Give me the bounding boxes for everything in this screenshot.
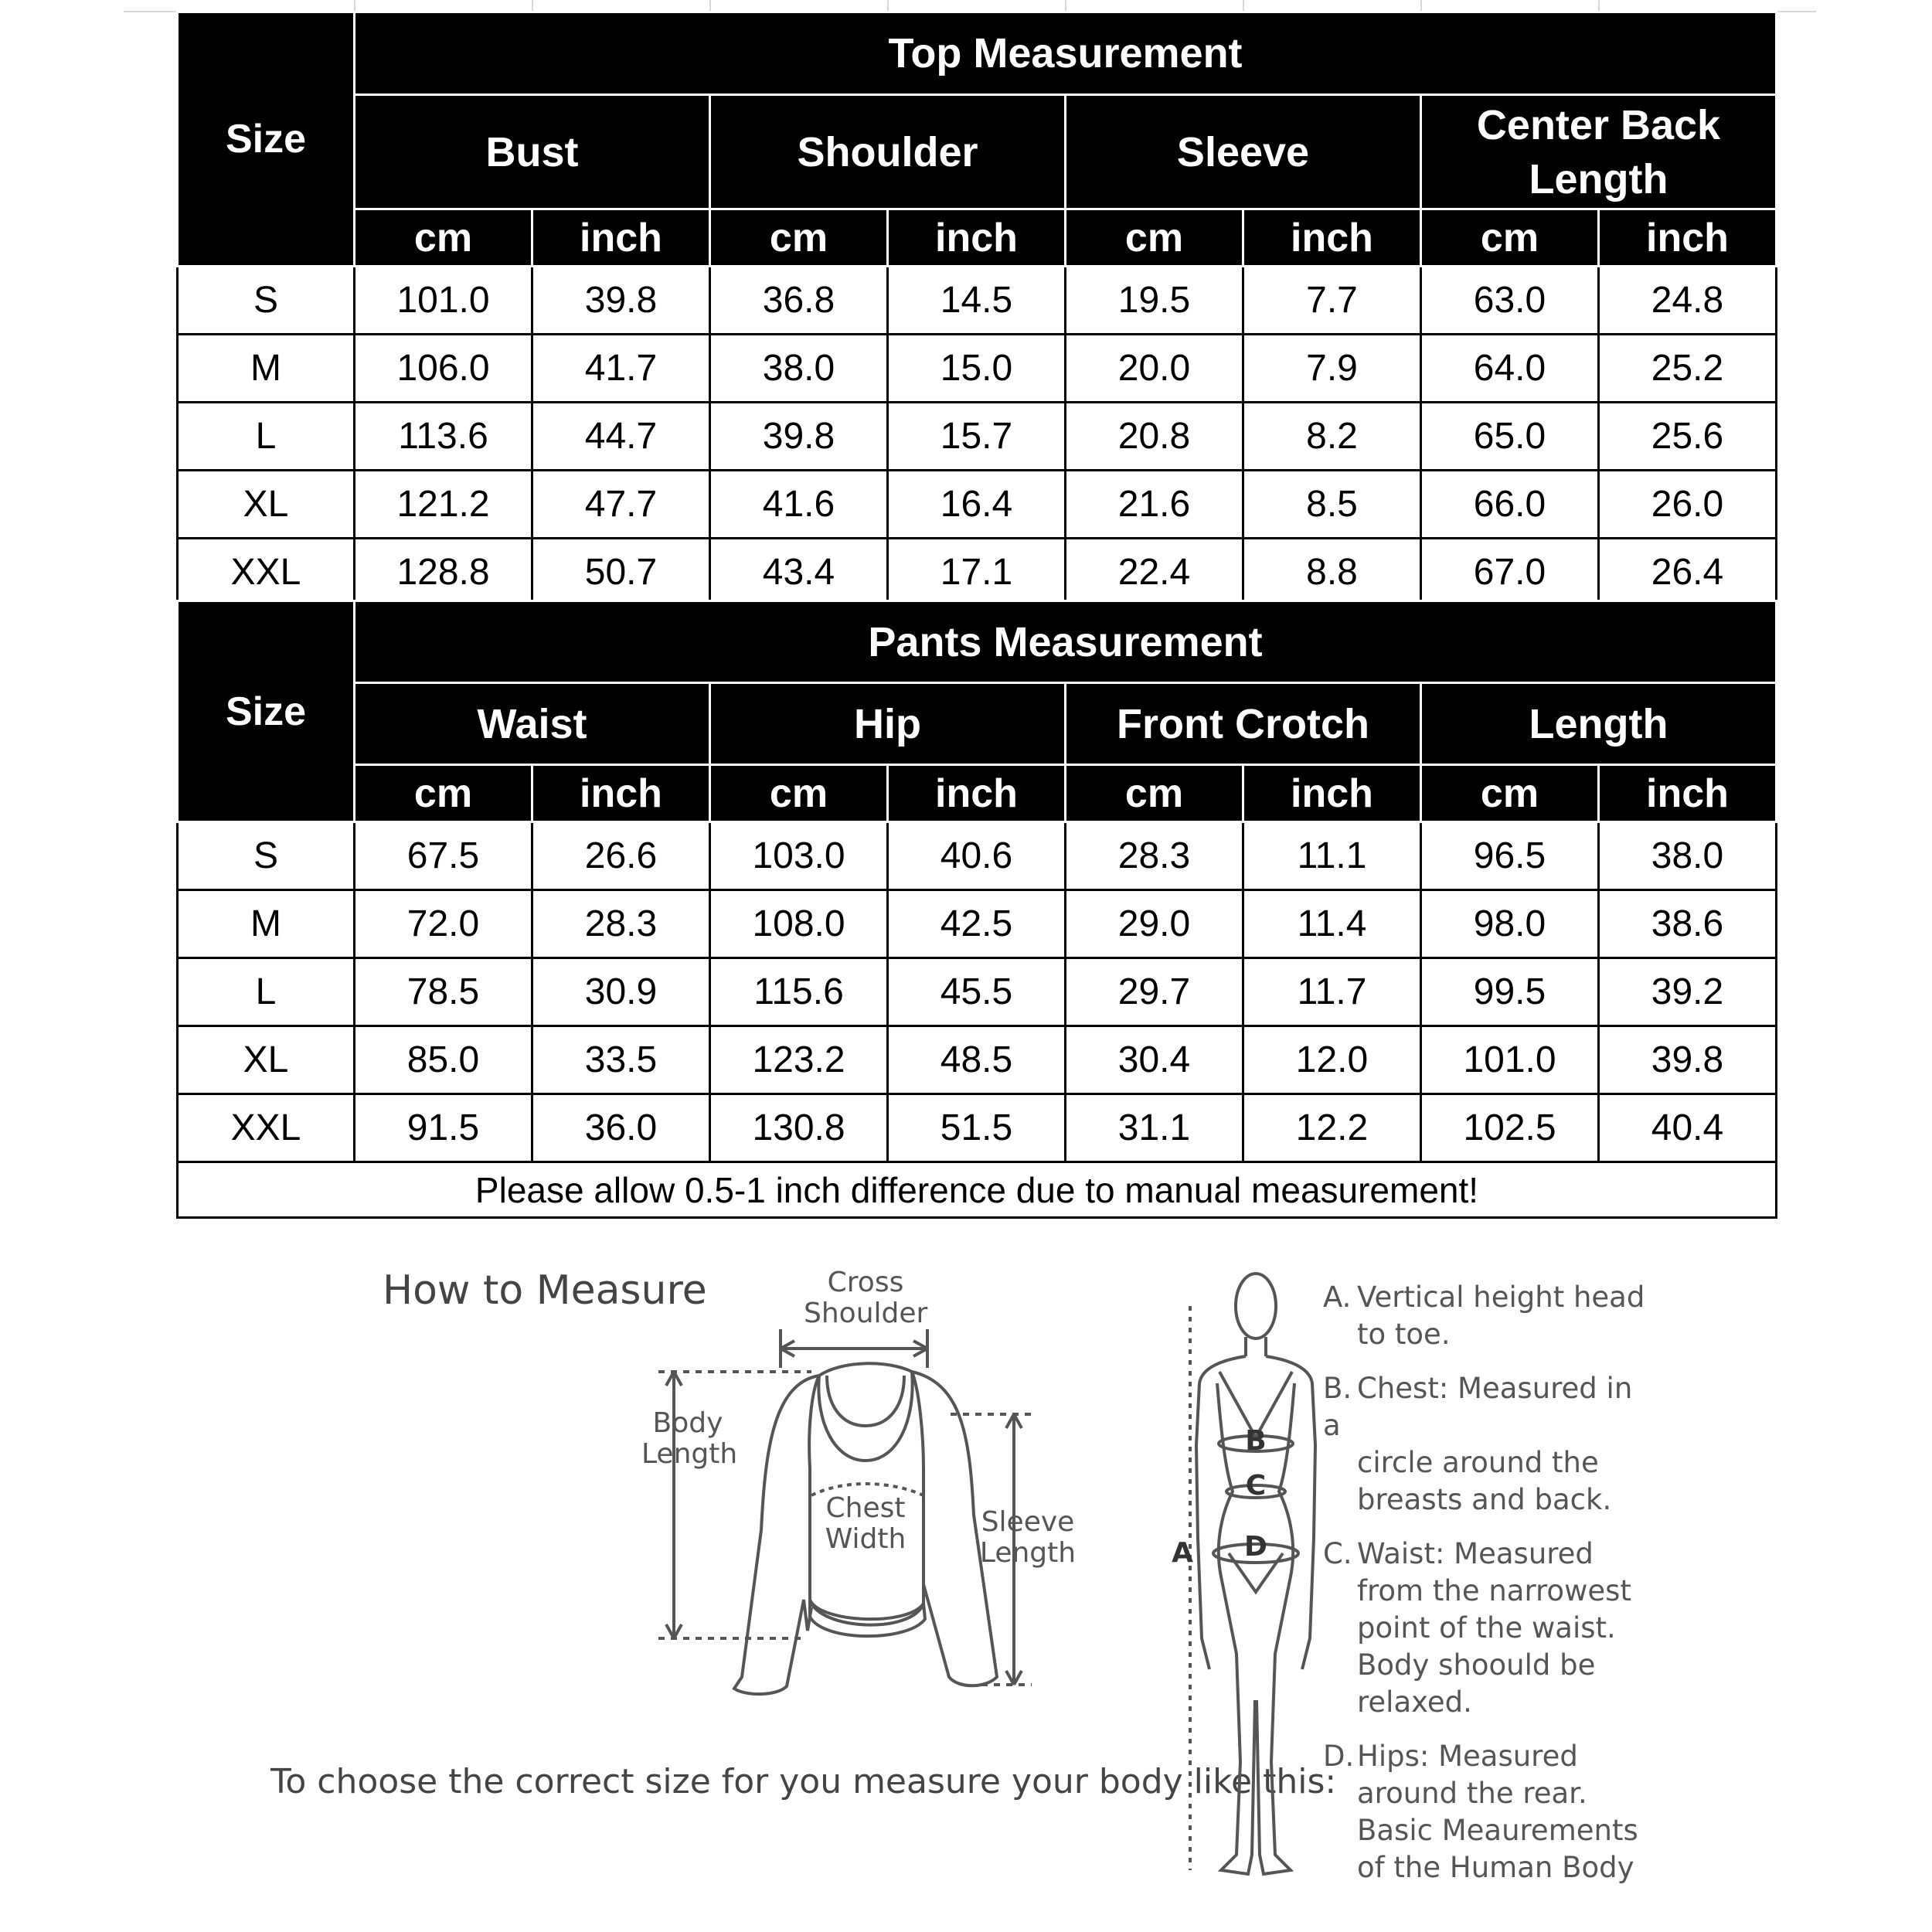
value-cell: 44.7	[532, 403, 710, 471]
size-cell: L	[178, 958, 355, 1026]
value-cell: 11.7	[1243, 958, 1421, 1026]
unit-header: cm	[1066, 765, 1243, 822]
unit-header: inch	[888, 765, 1066, 822]
value-cell: 7.7	[1243, 267, 1421, 335]
value-cell: 11.1	[1243, 822, 1421, 890]
value-cell: 25.6	[1599, 403, 1777, 471]
unit-header: cm	[1066, 209, 1243, 267]
value-cell: 123.2	[710, 1026, 888, 1094]
value-cell: 64.0	[1421, 335, 1599, 403]
value-cell: 63.0	[1421, 267, 1599, 335]
unit-header: inch	[1599, 209, 1777, 267]
unit-header: cm	[1421, 765, 1599, 822]
value-cell: 43.4	[710, 539, 888, 607]
group-header: Center Back Length	[1421, 95, 1777, 209]
value-cell: 45.5	[888, 958, 1066, 1026]
value-cell: 17.1	[888, 539, 1066, 607]
legend-item	[1323, 1370, 1648, 1519]
value-cell: 130.8	[710, 1094, 888, 1162]
value-cell: 20.8	[1066, 403, 1243, 471]
value-cell: 50.7	[532, 539, 710, 607]
group-header: Sleeve	[1066, 95, 1421, 209]
value-cell: 78.5	[355, 958, 532, 1026]
group-header: Hip	[710, 683, 1066, 765]
group-header: Length	[1421, 683, 1777, 765]
value-cell: 26.6	[532, 822, 710, 890]
legend-line: of the Human Body	[1357, 1851, 1634, 1884]
value-cell: 11.4	[1243, 890, 1421, 958]
value-cell: 15.7	[888, 403, 1066, 471]
value-cell: 21.6	[1066, 471, 1243, 539]
value-cell: 28.3	[532, 890, 710, 958]
value-cell: 20.0	[1066, 335, 1243, 403]
unit-header: cm	[710, 765, 888, 822]
size-cell: XL	[178, 471, 355, 539]
size-cell: M	[178, 890, 355, 958]
value-cell: 26.4	[1599, 539, 1777, 607]
marker-a: A	[1172, 1537, 1193, 1569]
how-to-measure-title: How to Measure	[383, 1267, 707, 1314]
measure-instruction: To choose the correct size for you measure your body like this:	[270, 1762, 1337, 1801]
human-figure	[1190, 1274, 1315, 1874]
value-cell: 29.0	[1066, 890, 1243, 958]
value-cell: 113.6	[355, 403, 532, 471]
value-cell: 39.8	[1599, 1026, 1777, 1094]
value-cell: 101.0	[1421, 1026, 1599, 1094]
value-cell: 66.0	[1421, 471, 1599, 539]
unit-header: inch	[888, 209, 1066, 267]
legend-line: point of the waist.	[1357, 1611, 1616, 1645]
value-cell: 36.0	[532, 1094, 710, 1162]
value-cell: 39.8	[532, 267, 710, 335]
legend-line: relaxed.	[1357, 1685, 1472, 1719]
unit-header: cm	[1421, 209, 1599, 267]
size-cell: XL	[178, 1026, 355, 1094]
legend-item	[1323, 1279, 1648, 1353]
legend-key: B.	[1323, 1372, 1352, 1405]
unit-header: inch	[1243, 209, 1421, 267]
size-cell: XXL	[178, 1094, 355, 1162]
size-cell: L	[178, 403, 355, 471]
value-cell: 103.0	[710, 822, 888, 890]
value-cell: 41.6	[710, 471, 888, 539]
legend-line: breasts and back.	[1357, 1483, 1612, 1516]
value-cell: 51.5	[888, 1094, 1066, 1162]
body-length-label: Body Length	[641, 1407, 738, 1470]
size-cell: XXL	[178, 539, 355, 607]
value-cell: 16.4	[888, 471, 1066, 539]
value-cell: 38.0	[1599, 822, 1777, 890]
value-cell: 7.9	[1243, 335, 1421, 403]
value-cell: 115.6	[710, 958, 888, 1026]
measurement-legend	[1323, 1279, 1648, 1903]
value-cell: 40.6	[888, 822, 1066, 890]
value-cell: 24.8	[1599, 267, 1777, 335]
value-cell: 12.2	[1243, 1094, 1421, 1162]
measurement-note: Please allow 0.5-1 inch difference due to manual measurement!	[178, 1162, 1777, 1218]
value-cell: 8.2	[1243, 403, 1421, 471]
unit-header: cm	[355, 209, 532, 267]
value-cell: 96.5	[1421, 822, 1599, 890]
value-cell: 128.8	[355, 539, 532, 607]
group-header: Front Crotch	[1066, 683, 1421, 765]
legend-line: Body shoould be	[1357, 1648, 1596, 1682]
size-cell: S	[178, 822, 355, 890]
group-header: Bust	[355, 95, 710, 209]
legend-key: D.	[1323, 1740, 1355, 1773]
value-cell: 121.2	[355, 471, 532, 539]
value-cell: 33.5	[532, 1026, 710, 1094]
value-cell: 102.5	[1421, 1094, 1599, 1162]
marker-b: B	[1245, 1425, 1267, 1457]
value-cell: 85.0	[355, 1026, 532, 1094]
value-cell: 42.5	[888, 890, 1066, 958]
legend-key: A.	[1323, 1281, 1352, 1314]
legend-key: C.	[1323, 1537, 1352, 1570]
legend-line: from the narrowest	[1357, 1574, 1631, 1607]
legend-line: Basic Meaurements	[1357, 1814, 1638, 1847]
value-cell: 30.9	[532, 958, 710, 1026]
unit-header: inch	[532, 209, 710, 267]
value-cell: 8.8	[1243, 539, 1421, 607]
value-cell: 41.7	[532, 335, 710, 403]
value-cell: 108.0	[710, 890, 888, 958]
cross-shoulder-label: Cross Shoulder	[804, 1267, 928, 1329]
value-cell: 106.0	[355, 335, 532, 403]
legend-line: to toe.	[1357, 1318, 1451, 1351]
value-cell: 67.0	[1421, 539, 1599, 607]
unit-header: inch	[532, 765, 710, 822]
legend-line: Hips: Measured	[1357, 1740, 1578, 1773]
value-cell: 26.0	[1599, 471, 1777, 539]
marker-c: C	[1245, 1470, 1267, 1502]
value-cell: 31.1	[1066, 1094, 1243, 1162]
value-cell: 98.0	[1421, 890, 1599, 958]
group-header: Shoulder	[710, 95, 1066, 209]
value-cell: 38.0	[710, 335, 888, 403]
value-cell: 36.8	[710, 267, 888, 335]
value-cell: 14.5	[888, 267, 1066, 335]
value-cell: 72.0	[355, 890, 532, 958]
legend-line: circle around the	[1357, 1446, 1599, 1479]
table-title: Top Measurement	[355, 12, 1777, 95]
size-cell: S	[178, 267, 355, 335]
legend-line: Vertical height head	[1357, 1281, 1645, 1314]
legend-line: Chest: Measured in a	[1323, 1372, 1633, 1442]
value-cell: 91.5	[355, 1094, 532, 1162]
legend-item	[1323, 1536, 1648, 1721]
value-cell: 48.5	[888, 1026, 1066, 1094]
value-cell: 65.0	[1421, 403, 1599, 471]
legend-line: around the rear.	[1357, 1777, 1587, 1810]
unit-header: inch	[1243, 765, 1421, 822]
value-cell: 8.5	[1243, 471, 1421, 539]
legend-line: Waist: Measured	[1357, 1537, 1594, 1570]
value-cell: 22.4	[1066, 539, 1243, 607]
size-header: Size	[178, 12, 355, 267]
chest-width-label: Chest Width	[825, 1492, 906, 1555]
value-cell: 67.5	[355, 822, 532, 890]
table-title: Pants Measurement	[355, 601, 1777, 683]
value-cell: 12.0	[1243, 1026, 1421, 1094]
value-cell: 15.0	[888, 335, 1066, 403]
value-cell: 101.0	[355, 267, 532, 335]
value-cell: 99.5	[1421, 958, 1599, 1026]
value-cell: 38.6	[1599, 890, 1777, 958]
size-header: Size	[178, 601, 355, 822]
unit-header: cm	[710, 209, 888, 267]
group-header: Waist	[355, 683, 710, 765]
marker-d: D	[1244, 1531, 1267, 1563]
unit-header: cm	[355, 765, 532, 822]
value-cell: 39.2	[1599, 958, 1777, 1026]
size-cell: M	[178, 335, 355, 403]
value-cell: 25.2	[1599, 335, 1777, 403]
value-cell: 40.4	[1599, 1094, 1777, 1162]
value-cell: 28.3	[1066, 822, 1243, 890]
sleeve-length-label: Sleeve Length	[979, 1506, 1077, 1569]
unit-header: inch	[1599, 765, 1777, 822]
legend-item	[1323, 1738, 1648, 1886]
value-cell: 29.7	[1066, 958, 1243, 1026]
value-cell: 39.8	[710, 403, 888, 471]
value-cell: 30.4	[1066, 1026, 1243, 1094]
value-cell: 19.5	[1066, 267, 1243, 335]
value-cell: 47.7	[532, 471, 710, 539]
